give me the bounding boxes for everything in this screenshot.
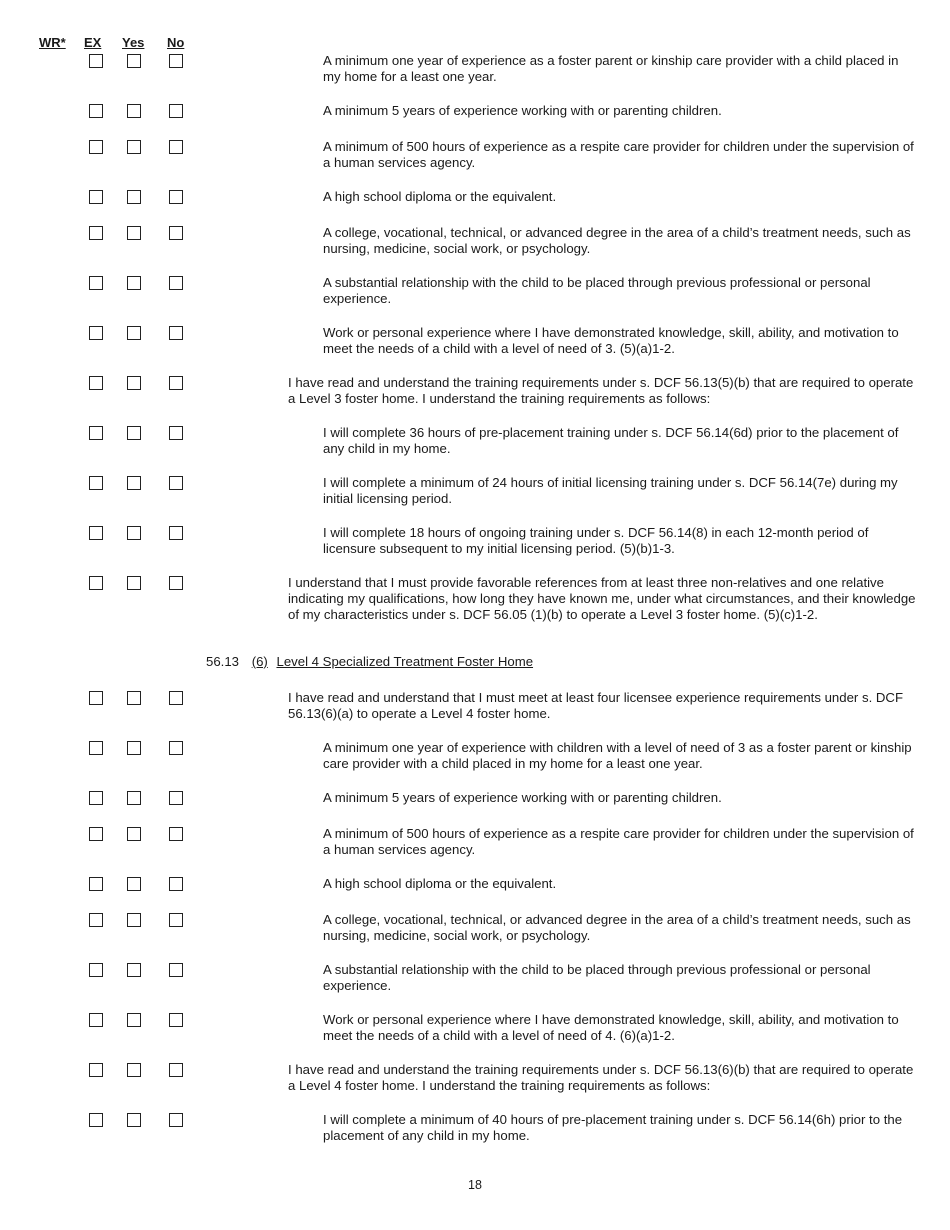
requirement-text: I have read and understand the training requirements under s. DCF 56.13(5)(b) that are required to operate a Level 3 foster home. I understand the training requirements as follows:: [288, 375, 914, 406]
yes-checkbox[interactable]: [127, 1063, 141, 1077]
ex-checkbox[interactable]: [89, 426, 103, 440]
no-checkbox[interactable]: [169, 376, 183, 390]
requirement-text: A minimum 5 years of experience working with or parenting children.: [323, 103, 722, 118]
yes-checkbox[interactable]: [127, 877, 141, 891]
ex-checkbox[interactable]: [89, 276, 103, 290]
requirement-text: I will complete 18 hours of ongoing training under s. DCF 56.14(8) in each 12-month period of licensure subsequent to my initial licensing period. (5)(b)1-3.: [323, 525, 869, 556]
yes-checkbox[interactable]: [127, 276, 141, 290]
column-header-no: No: [167, 35, 185, 50]
yes-checkbox[interactable]: [127, 190, 141, 204]
ex-checkbox[interactable]: [89, 326, 103, 340]
requirement-text: A high school diploma or the equivalent.: [323, 876, 557, 891]
ex-checkbox[interactable]: [89, 691, 103, 705]
requirement-text: A minimum of 500 hours of experience as a respite care provider for children under the supervision of a human services agency.: [323, 139, 914, 170]
requirement-text: Work or personal experience where I have demonstrated knowledge, skill, ability, and motivation to meet the needs of a child with a level of need of 4. (6)(a)1-2.: [323, 1012, 899, 1043]
no-checkbox[interactable]: [169, 140, 183, 154]
yes-checkbox[interactable]: [127, 1013, 141, 1027]
requirement-text: A college, vocational, technical, or advanced degree in the area of a child’s treatment needs, such as nursing, medicine, social work, or psychology.: [323, 912, 911, 943]
yes-checkbox[interactable]: [127, 827, 141, 841]
page-number: 18: [468, 1178, 482, 1192]
no-checkbox[interactable]: [169, 426, 183, 440]
yes-checkbox[interactable]: [127, 526, 141, 540]
requirement-text: I have read and understand that I must meet at least four licensee experience requirements under s. DCF 56.13(6)(a) to operate a Level 4 foster home.: [288, 690, 904, 721]
yes-checkbox[interactable]: [127, 741, 141, 755]
yes-checkbox[interactable]: [127, 226, 141, 240]
no-checkbox[interactable]: [169, 741, 183, 755]
ex-checkbox[interactable]: [89, 576, 103, 590]
column-header-wr: WR*: [39, 35, 66, 50]
yes-checkbox[interactable]: [127, 476, 141, 490]
ex-checkbox[interactable]: [89, 827, 103, 841]
ex-checkbox[interactable]: [89, 54, 103, 68]
ex-checkbox[interactable]: [89, 476, 103, 490]
no-checkbox[interactable]: [169, 476, 183, 490]
requirement-text: A substantial relationship with the child to be placed through previous professional or personal experience.: [323, 962, 871, 993]
no-checkbox[interactable]: [169, 877, 183, 891]
ex-checkbox[interactable]: [89, 1013, 103, 1027]
ex-checkbox[interactable]: [89, 104, 103, 118]
section-heading: [206, 654, 533, 669]
ex-checkbox[interactable]: [89, 963, 103, 977]
yes-checkbox[interactable]: [127, 576, 141, 590]
requirement-text: A substantial relationship with the child to be placed through previous professional or personal experience.: [323, 275, 871, 306]
no-checkbox[interactable]: [169, 226, 183, 240]
section-number: 56.13: [206, 654, 240, 669]
requirement-text: A minimum 5 years of experience working with or parenting children.: [323, 790, 722, 805]
requirement-text: I will complete 36 hours of pre-placement training under s. DCF 56.14(6d) prior to the placement of any child in my home.: [323, 425, 899, 456]
ex-checkbox[interactable]: [89, 877, 103, 891]
requirement-text: A minimum one year of experience as a foster parent or kinship care provider with a child placed in my home for a least one year.: [323, 53, 899, 84]
no-checkbox[interactable]: [169, 104, 183, 118]
column-header-ex: EX: [84, 35, 102, 50]
requirement-text: A minimum one year of experience with children with a level of need of 3 as a foster parent or kinship care provider with a child placed in my home for a least one year.: [323, 740, 912, 771]
requirement-text: I will complete a minimum of 24 hours of initial licensing training under s. DCF 56.14(7e) during my initial licensing period.: [323, 475, 898, 506]
yes-checkbox[interactable]: [127, 426, 141, 440]
yes-checkbox[interactable]: [127, 963, 141, 977]
section-subsection: (6): [251, 654, 268, 669]
ex-checkbox[interactable]: [89, 741, 103, 755]
requirement-text: A college, vocational, technical, or advanced degree in the area of a child’s treatment needs, such as nursing, medicine, social work, or psychology.: [323, 225, 911, 256]
ex-checkbox[interactable]: [89, 226, 103, 240]
no-checkbox[interactable]: [169, 691, 183, 705]
ex-checkbox[interactable]: [89, 376, 103, 390]
yes-checkbox[interactable]: [127, 140, 141, 154]
requirement-text: A high school diploma or the equivalent.: [323, 189, 557, 204]
yes-checkbox[interactable]: [127, 376, 141, 390]
no-checkbox[interactable]: [169, 827, 183, 841]
ex-checkbox[interactable]: [89, 791, 103, 805]
requirement-text: I have read and understand the training requirements under s. DCF 56.13(6)(b) that are required to operate a Level 4 foster home. I understand the training requirements as follows:: [288, 1062, 914, 1093]
ex-checkbox[interactable]: [89, 190, 103, 204]
yes-checkbox[interactable]: [127, 1113, 141, 1127]
ex-checkbox[interactable]: [89, 1063, 103, 1077]
no-checkbox[interactable]: [169, 913, 183, 927]
no-checkbox[interactable]: [169, 526, 183, 540]
requirement-text: I will complete a minimum of 40 hours of pre-placement training under s. DCF 56.14(6h) prior to the placement of any child in my home.: [323, 1112, 903, 1143]
no-checkbox[interactable]: [169, 791, 183, 805]
yes-checkbox[interactable]: [127, 326, 141, 340]
no-checkbox[interactable]: [169, 576, 183, 590]
yes-checkbox[interactable]: [127, 791, 141, 805]
requirement-text: A minimum of 500 hours of experience as a respite care provider for children under the supervision of a human services agency.: [323, 826, 914, 857]
no-checkbox[interactable]: [169, 190, 183, 204]
no-checkbox[interactable]: [169, 326, 183, 340]
requirement-text: Work or personal experience where I have demonstrated knowledge, skill, ability, and motivation to meet the needs of a child with a level of need of 3. (5)(a)1-2.: [323, 325, 899, 356]
ex-checkbox[interactable]: [89, 913, 103, 927]
yes-checkbox[interactable]: [127, 104, 141, 118]
section-title: Level 4 Specialized Treatment Foster Home: [276, 654, 534, 669]
no-checkbox[interactable]: [169, 1013, 183, 1027]
ex-checkbox[interactable]: [89, 140, 103, 154]
yes-checkbox[interactable]: [127, 54, 141, 68]
column-header-yes: Yes: [122, 35, 145, 50]
no-checkbox[interactable]: [169, 1113, 183, 1127]
yes-checkbox[interactable]: [127, 913, 141, 927]
requirement-text: I understand that I must provide favorable references from at least three non-relatives and one relative indicating my qualifications, how long they have known me, under what circumstances, and their knowledge of my characteristics under s. DCF 56.05 (1)(b) to operate a Level 3 foster home. (5)(c)1-2.: [288, 575, 916, 622]
no-checkbox[interactable]: [169, 963, 183, 977]
yes-checkbox[interactable]: [127, 691, 141, 705]
no-checkbox[interactable]: [169, 54, 183, 68]
no-checkbox[interactable]: [169, 276, 183, 290]
ex-checkbox[interactable]: [89, 1113, 103, 1127]
no-checkbox[interactable]: [169, 1063, 183, 1077]
ex-checkbox[interactable]: [89, 526, 103, 540]
